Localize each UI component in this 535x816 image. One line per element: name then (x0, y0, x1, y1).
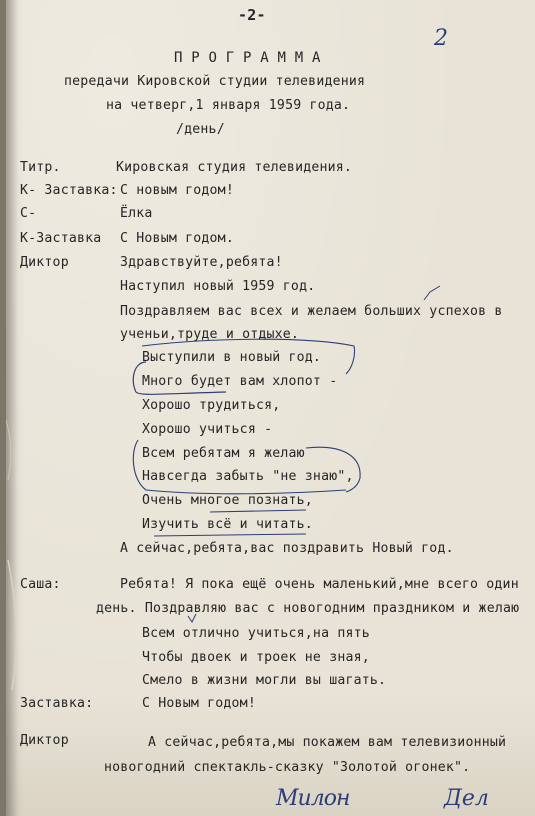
final-announcer-line-1: А сейчас,ребята,мы покажем вам телевизионный (148, 735, 507, 750)
row-label-k-zastavka-2: К-Заставка (20, 231, 102, 246)
row-label-s: С- (20, 206, 37, 221)
sasha-verse-line: Смело в жизни могли вы шагать. (142, 673, 387, 688)
row-text-diktor: Здравствуйте,ребята! (120, 255, 283, 270)
final-screen-label: Заставка: (20, 696, 94, 711)
subtitle-line-1: передачи Кировской студии телевидения (64, 74, 366, 89)
poem-line: Выступили в новый год. (142, 350, 322, 365)
row-text-titr: Кировская студия телевидения. (116, 160, 353, 175)
row-label-diktor: Диктор (20, 255, 69, 270)
poem-line: Много будет вам хлопот - (142, 374, 338, 389)
document-title: П Р О Г Р А М М А (174, 50, 321, 66)
underline-mark (210, 510, 306, 512)
sasha-line-1: Ребята! Я пока ещё очень маленький,мне всего один (120, 577, 519, 592)
subtitle-line-2: на четверг,1 января 1959 года. (106, 98, 351, 113)
poem-line: Изучить всё и читать. (142, 517, 313, 532)
final-screen-text: С Новым годом! (142, 696, 256, 711)
page-number: -2- (238, 6, 266, 24)
announcer-line-3: ученьи,труде и отдыхе. (120, 327, 300, 342)
speaker-label-sasha: Саша: (20, 577, 61, 592)
announcer-line-1: Наступил новый 1959 год. (120, 279, 316, 294)
binding-edge (6, 0, 18, 816)
row-text-s: Ёлка (120, 206, 153, 221)
poem-line: Всем ребятам я желаю (142, 446, 305, 461)
signature-right: Дел (444, 786, 489, 811)
row-text-k-zastavka: С новым годом! (120, 183, 234, 198)
row-label-k-zastavka: К- Заставка: (20, 183, 118, 198)
subtitle-line-3: /день/ (176, 122, 225, 137)
document-page (6, 0, 535, 816)
signature-left: Милон (276, 786, 350, 811)
announcer-line-2: Поздравляем вас всех и желаем больших успехов в (120, 304, 503, 319)
sasha-line-2: день. Поздравляю вас с новогодним праздником и желаю (96, 601, 520, 616)
poem-line: Навсегда забыть "не знаю", (142, 469, 354, 484)
sasha-verse-line: Чтобы двоек и троек не зная, (142, 650, 370, 665)
row-label-titr: Титр. (20, 160, 61, 175)
sasha-verse-line: Всем отлично учиться,на пять (142, 626, 370, 641)
poem-line: Хорошо трудиться, (142, 398, 281, 413)
underline-mark (154, 534, 306, 536)
poem-line: Очень многое познать, (142, 493, 313, 508)
announcer-closing: А сейчас,ребята,вас поздравить Новый год. (120, 541, 454, 556)
final-announcer-line-2: новогодний спектакль-сказку "Золотой огонек". (104, 760, 471, 775)
handwritten-page-number: 2 (434, 26, 448, 51)
poem-line: Хорошо учиться - (142, 422, 273, 437)
row-text-k-zastavka-2: С Новым годом. (120, 231, 234, 246)
final-announcer-label: Диктор (20, 733, 69, 748)
check-mark (424, 286, 440, 300)
